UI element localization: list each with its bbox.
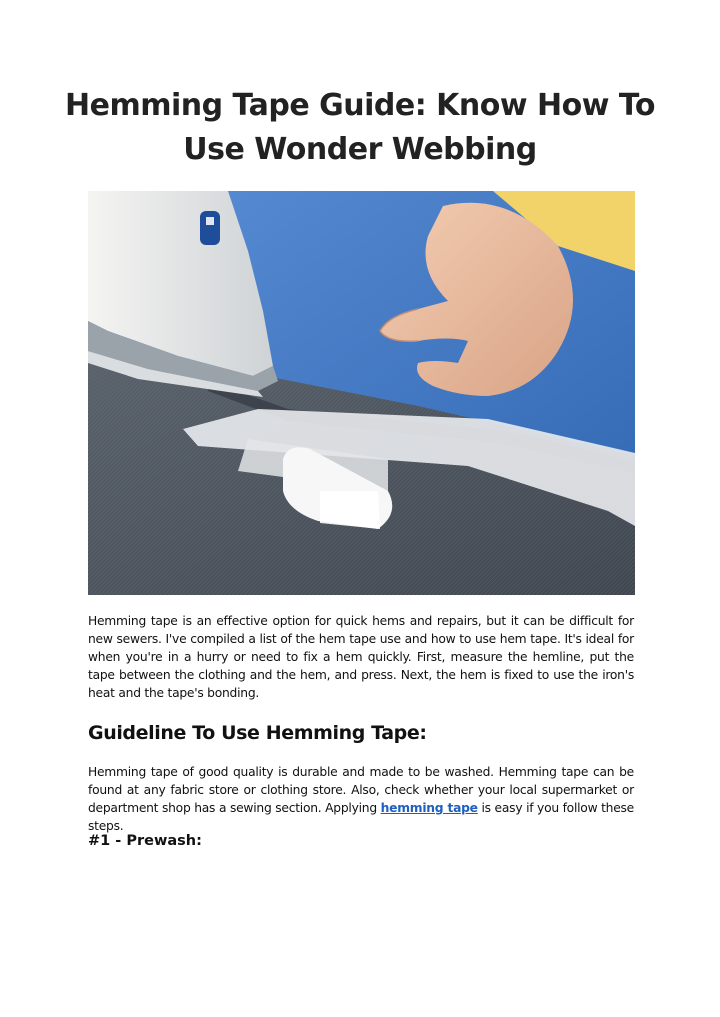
hero-image-iron-and-hemming-tape — [88, 191, 635, 595]
section-heading: Guideline To Use Hemming Tape: — [88, 722, 427, 744]
section-paragraph — [88, 763, 634, 835]
section-text-after-link: is easy if you follow these steps. — [88, 801, 635, 833]
step-1-heading: #1 - Prewash: — [88, 833, 202, 849]
section-text-before-link: Hemming tape of good quality is durable and made to be washed. Hemming tape can be found at any fabric store or clothing store. Also, check whether your local supermarket or department shop has a sewing section. Applying — [88, 765, 634, 815]
hemming-tape-link[interactable]: hemming tape — [380, 801, 478, 815]
intro-paragraph: Hemming tape is an effective option for quick hems and repairs, but it can be difficult for new sewers. I've compiled a list of the hem tape use and how to use hem tape. It's ideal for when you're in a hurry or need to fix a hem quickly. First, measure the hemline, put the tape between the clothing and the hem, and press. Next, the hem is fixed to use the iron's heat and the tape's bonding. — [88, 614, 634, 700]
page-title: Hemming Tape Guide: Know How To Use Wonder Webbing — [64, 88, 655, 167]
